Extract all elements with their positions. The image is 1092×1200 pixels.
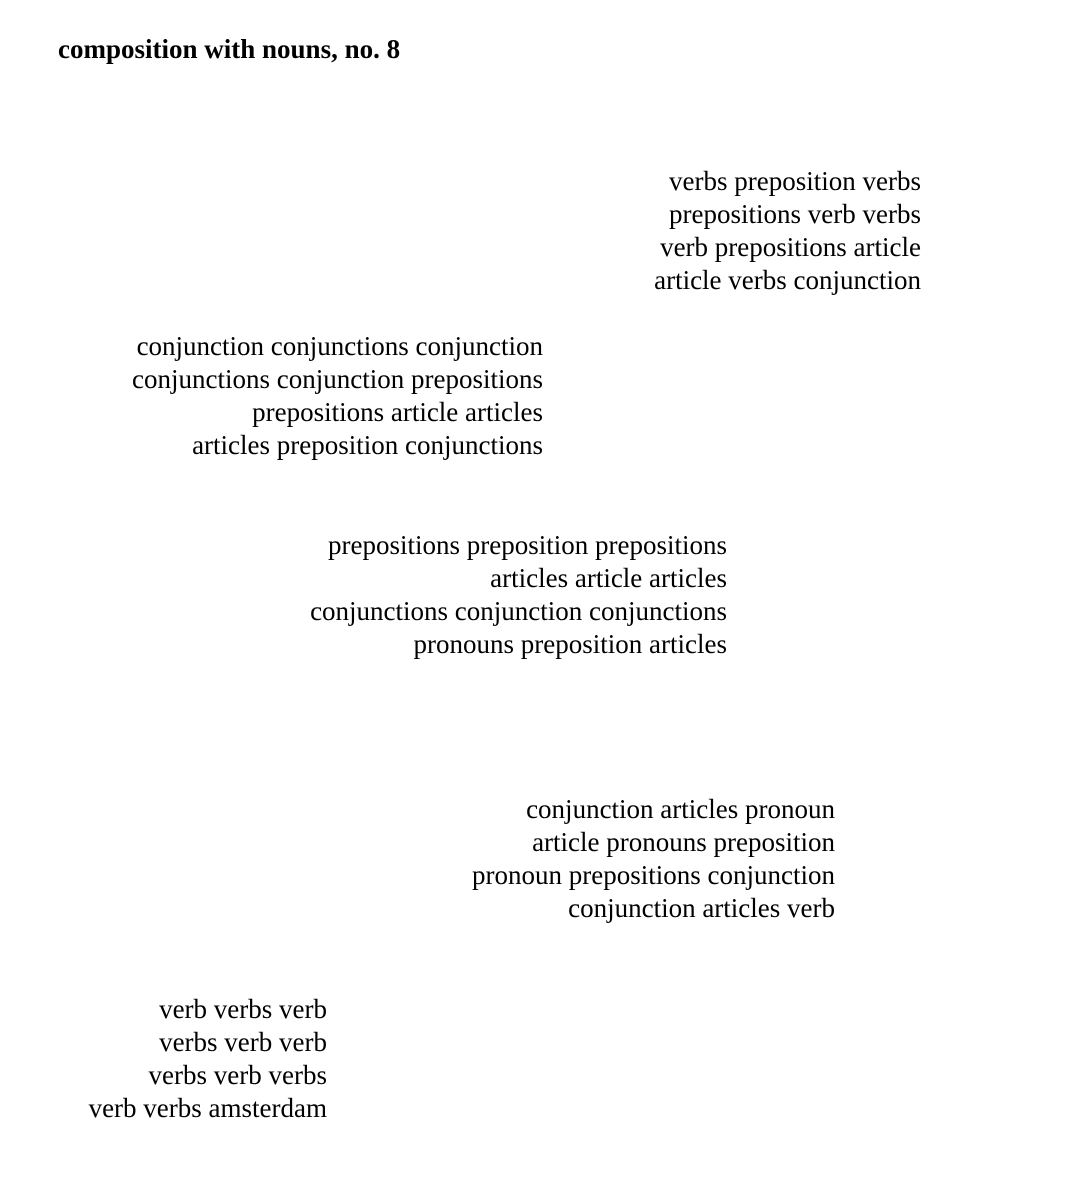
stanza-line: verb prepositions article	[660, 232, 921, 262]
stanza-line: verbs verb verbs	[148, 1060, 327, 1090]
stanza-4	[472, 793, 835, 925]
stanza-line: article verbs conjunction	[654, 265, 921, 295]
stanza-3	[310, 529, 727, 661]
stanza-line: pronoun prepositions conjunction	[472, 860, 835, 890]
stanza-line: verb verbs verb	[159, 994, 327, 1024]
stanza-line: conjunction articles pronoun	[526, 794, 835, 824]
stanza-line: pronouns preposition articles	[413, 629, 727, 659]
stanza-line: conjunctions conjunction prepositions	[132, 364, 543, 394]
stanza-2	[132, 330, 543, 462]
stanza-line: articles preposition conjunctions	[192, 430, 543, 460]
stanza-line: article pronouns preposition	[532, 827, 835, 857]
stanza-line: prepositions verb verbs	[669, 199, 921, 229]
stanza-line: conjunction conjunctions conjunction	[136, 331, 543, 361]
stanza-line: conjunctions conjunction conjunctions	[310, 596, 727, 626]
stanza-line: verbs preposition verbs	[669, 166, 921, 196]
stanza-line: verbs verb verb	[159, 1027, 327, 1057]
stanza-line: conjunction articles verb	[568, 893, 835, 923]
stanza-line: prepositions preposition prepositions	[328, 530, 727, 560]
poem-title: composition with nouns, no. 8	[58, 34, 401, 64]
stanza-1	[654, 165, 921, 297]
stanza-line: verb verbs amsterdam	[88, 1093, 327, 1123]
stanza-5	[89, 993, 327, 1125]
stanza-line: prepositions article articles	[252, 397, 543, 427]
stanza-line: articles article articles	[490, 563, 727, 593]
